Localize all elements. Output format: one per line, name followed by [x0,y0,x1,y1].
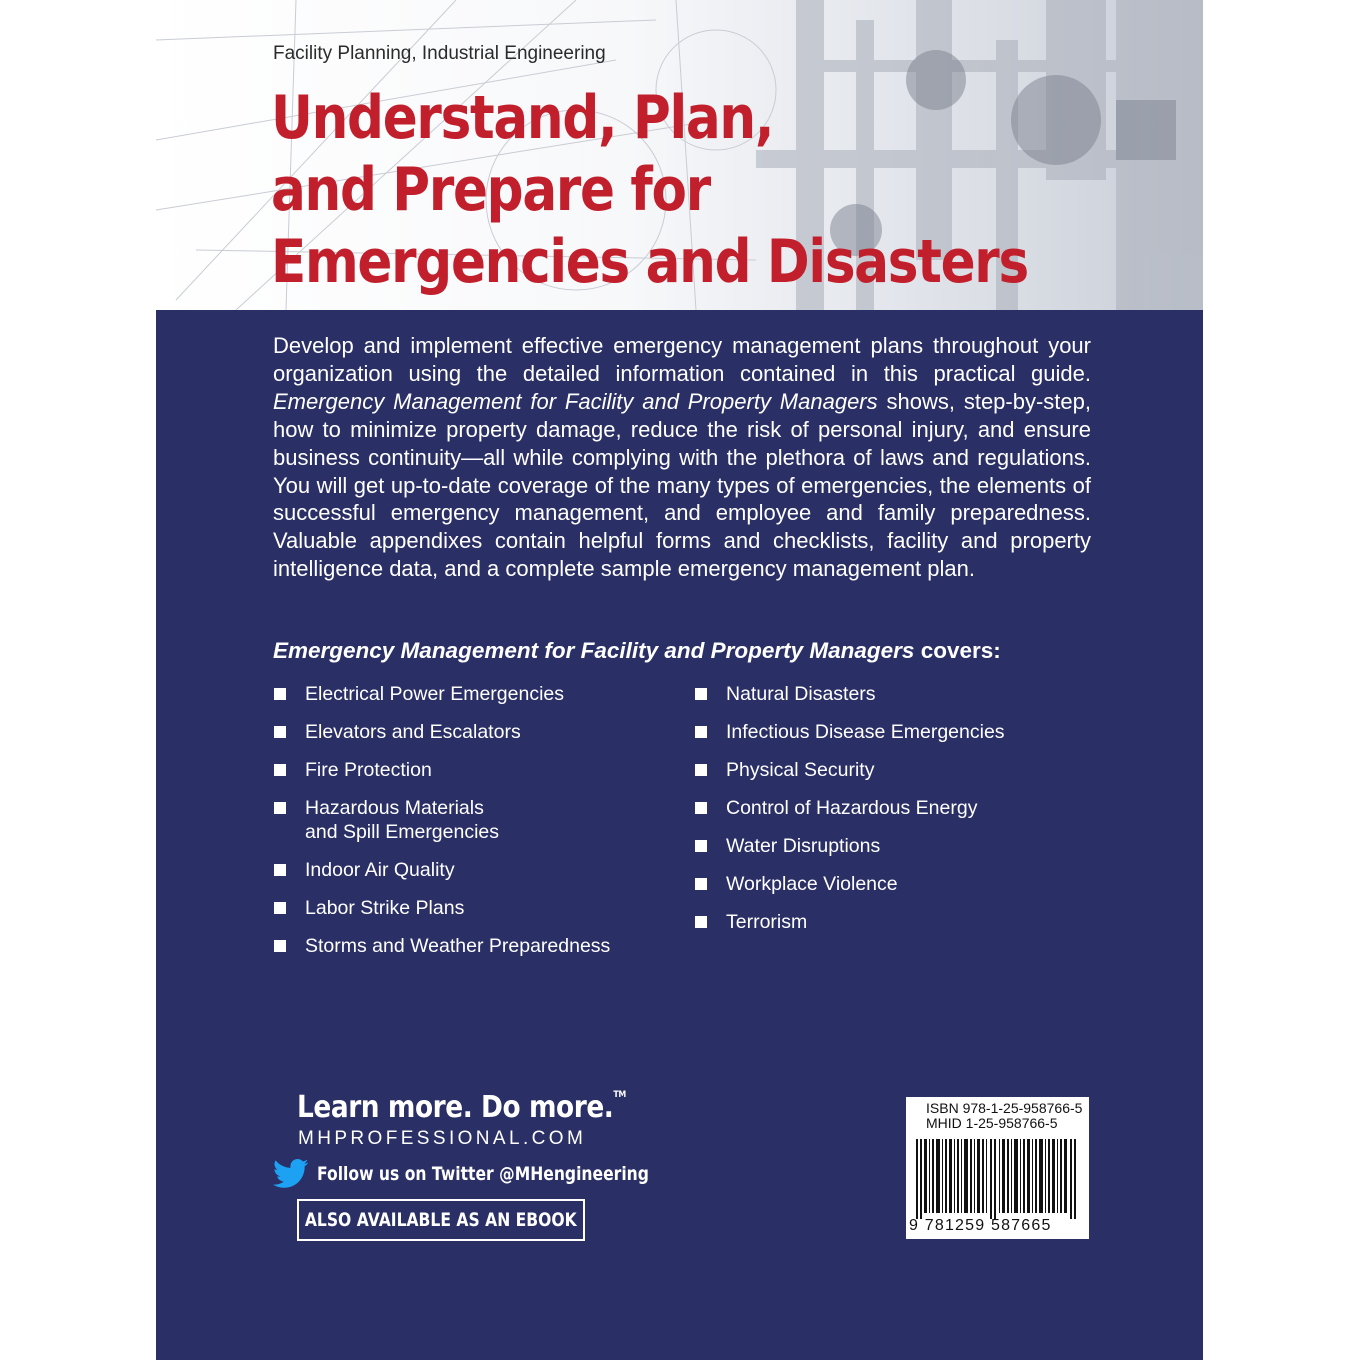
back-cover [156,0,1203,1360]
twitter-handle-text: Follow us on Twitter @MHengineering [317,1163,649,1185]
topics-list-left [273,682,673,972]
twitter-follow[interactable] [273,1158,722,1190]
topic-item [694,682,1114,706]
isbn-barcode [906,1097,1089,1239]
topic-item [273,934,673,958]
topic-label: Natural Disasters [726,683,876,705]
topic-label: Labor Strike Plans [305,897,465,919]
topic-item [694,834,1114,858]
bullet-square-icon [695,726,707,738]
bullet-square-icon [274,940,286,952]
description-part-1: Develop and implement effective emergency management plans throughout your organization using the detailed information contained in this practical guide. [273,333,1091,386]
topic-label: Infectious Disease Emergencies [726,721,1005,743]
bullet-square-icon [274,902,286,914]
topic-item [273,720,673,744]
bullet-square-icon [695,764,707,776]
barcode-bars [914,1139,1081,1219]
headline [271,82,1191,298]
isbn-number: ISBN 978-1-25-958766-5 [926,1100,1083,1116]
publisher-website[interactable]: MHPROFESSIONAL.COM [298,1128,587,1149]
topic-item [273,682,673,706]
topic-label: Fire Protection [305,759,432,781]
headline-line-3: Emergencies and Disasters [271,227,1028,297]
topic-item [694,720,1114,744]
bullet-square-icon [695,802,707,814]
topic-label: Control of Hazardous Energy [726,797,978,819]
topic-label: Electrical Power Emergencies [305,683,565,705]
barcode-digits: 9 781259 587665 [909,1217,1052,1234]
description-part-2: shows, step-by-step, how to minimize property damage, reduce the risk of personal injury, and ensure business continuity—all while complying with the plethora of laws and regulations. You will get up-to-date coverage of the many types of emergencies, the elements of successful emergency management, and employee and family preparedness. Valuable appendixes contain helpful forms and checklists, facility and property intelligence data, and a complete sample emergency management plan. [273,388,1091,582]
mhid-number: MHID 1-25-958766-5 [926,1115,1058,1131]
covers-heading [273,638,1001,664]
topic-label: Indoor Air Quality [305,859,455,881]
publisher-slogan [297,1090,626,1125]
topic-label: Water Disruptions [726,835,881,857]
bullet-square-icon [274,726,286,738]
bullet-square-icon [695,840,707,852]
headline-line-1: Understand, Plan, [271,83,774,153]
topic-item [273,858,673,882]
topics-list-right [694,682,1114,948]
bullet-square-icon [274,688,286,700]
topic-item [273,758,673,782]
bullet-square-icon [695,878,707,890]
topic-item [694,872,1114,896]
slogan-text: Learn more. Do more. [297,1090,614,1125]
topic-label: Storms and Weather Preparedness [305,935,611,957]
topic-item [694,910,1114,934]
trademark-mark: TM [613,1090,626,1100]
bullet-square-icon [274,864,286,876]
topic-label: Hazardous Materials and Spill Emergencies [305,797,500,843]
bullet-square-icon [695,688,707,700]
topic-item [694,796,1114,820]
headline-line-2: and Prepare for [271,155,710,225]
twitter-bird-icon [273,1159,309,1189]
ebook-label: ALSO AVAILABLE AS AN EBOOK [305,1209,577,1231]
bullet-square-icon [274,802,286,814]
topic-label: Workplace Violence [726,873,898,895]
topic-label: Physical Security [726,759,875,781]
covers-suffix: covers: [914,638,1001,663]
ebook-badge[interactable] [297,1199,585,1241]
description-paragraph [273,332,1091,583]
bullet-square-icon [695,916,707,928]
bullet-square-icon [274,764,286,776]
subject-category: Facility Planning, Industrial Engineering [273,43,606,64]
topic-item [273,896,673,920]
description-book-title: Emergency Management for Facility and Property Managers [273,388,878,414]
covers-book-title: Emergency Management for Facility and Property Managers [273,638,915,663]
topic-label: Elevators and Escalators [305,721,521,743]
topic-item [694,758,1114,782]
topic-label: Terrorism [726,911,808,933]
topic-item [273,796,673,844]
